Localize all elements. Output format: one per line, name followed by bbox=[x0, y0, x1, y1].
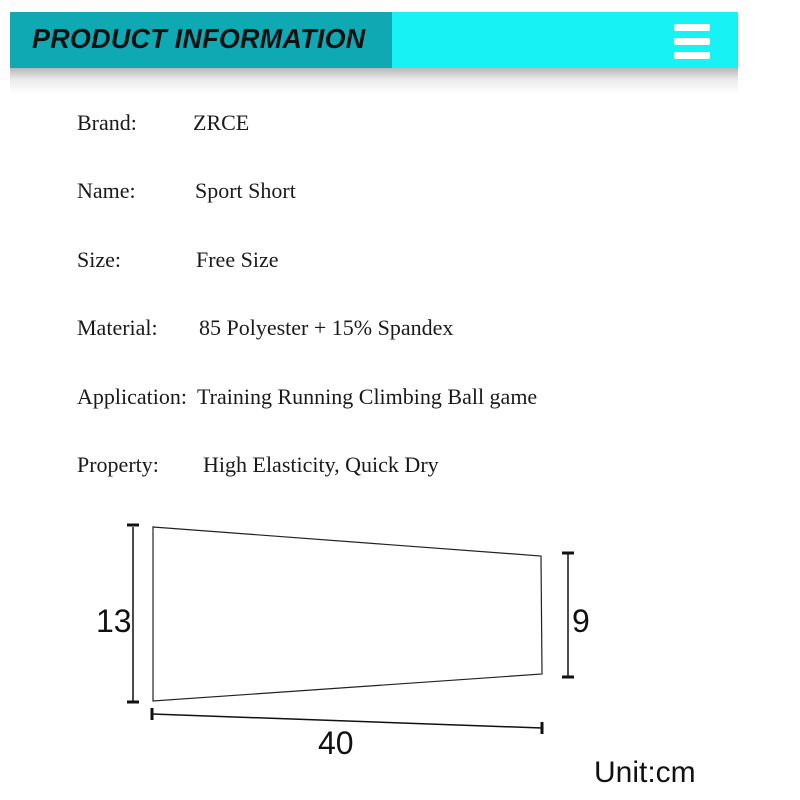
property-value: High Elasticity, Quick Dry bbox=[203, 452, 439, 477]
size-value: Free Size bbox=[196, 247, 279, 272]
size-diagram bbox=[0, 500, 800, 800]
menu-bar bbox=[674, 38, 710, 45]
brand-label: Brand: bbox=[77, 110, 137, 135]
name-value: Sport Short bbox=[195, 178, 296, 203]
application-label: Application: bbox=[77, 384, 187, 409]
hamburger-menu-icon[interactable] bbox=[674, 22, 710, 60]
brand-value: ZRCE bbox=[193, 110, 250, 135]
material-value: 85 Polyester + 15% Spandex bbox=[199, 315, 454, 340]
left-height-label: 13 bbox=[96, 603, 132, 639]
banner-shadow bbox=[10, 68, 738, 94]
width-label: 40 bbox=[318, 725, 354, 761]
size-label: Size: bbox=[77, 247, 121, 272]
application-value: Training Running Climbing Ball game bbox=[197, 384, 538, 409]
property-label: Property: bbox=[77, 452, 159, 477]
name-label: Name: bbox=[77, 178, 136, 203]
material-label: Material: bbox=[77, 315, 158, 340]
page-title: PRODUCT INFORMATION bbox=[32, 23, 366, 54]
menu-bar bbox=[674, 24, 710, 31]
unit-label: Unit:cm bbox=[594, 756, 696, 789]
menu-bar bbox=[674, 52, 710, 59]
short-leg-outline bbox=[153, 527, 542, 701]
header-banner bbox=[10, 12, 738, 68]
right-height-label: 9 bbox=[572, 603, 590, 639]
